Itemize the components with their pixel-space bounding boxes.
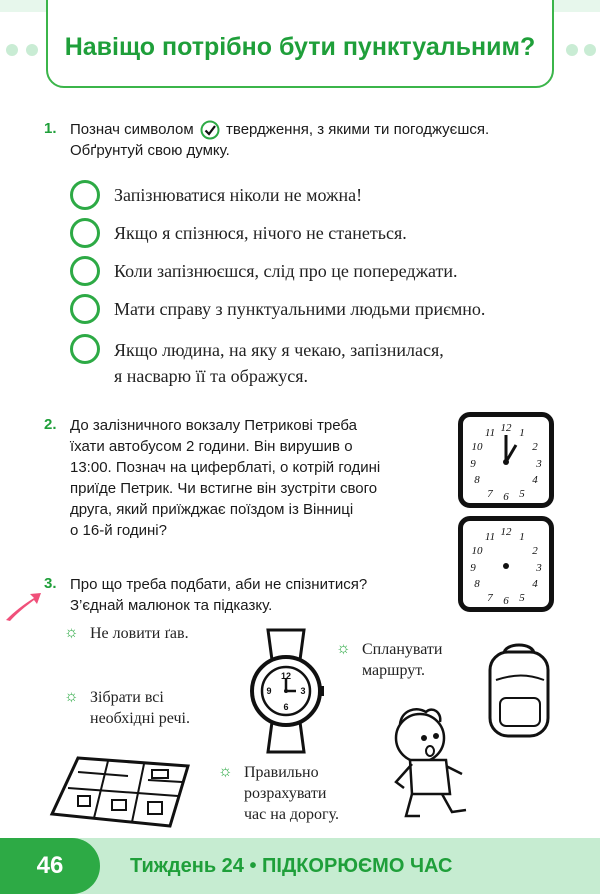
check-circle-icon — [200, 120, 220, 140]
option-text-3: Коли запізнюєшся, слід про це попереджати. — [114, 261, 458, 281]
option-checkbox-4[interactable] — [70, 294, 100, 324]
task2-text — [70, 415, 440, 541]
task1-text-before: Познач символом — [70, 121, 194, 138]
option-text-5b: я насварю її та ображуся. — [114, 366, 309, 386]
clock-num: 9 — [470, 458, 476, 470]
clock-num: 2 — [532, 545, 538, 557]
clock-num: 8 — [474, 578, 480, 590]
clock-num: 6 — [503, 491, 509, 503]
option-checkbox-3[interactable] — [70, 256, 100, 286]
hint-calc-time-b[interactable]: розрахувати — [244, 785, 327, 802]
clock-num: 11 — [484, 531, 496, 543]
watch-num: 6 — [283, 702, 289, 712]
clock-face-answer[interactable] — [458, 516, 554, 612]
hint-plan-route-a[interactable]: Спланувати — [362, 641, 443, 658]
clock-num: 1 — [519, 531, 525, 543]
clock-num: 1 — [519, 427, 525, 439]
task2-line: друга, який приїжджає поїздом із Вінниці — [70, 501, 354, 518]
task1-text-after: твердження, з якими ти погоджуєшся. — [226, 121, 490, 138]
sun-icon: ☼ — [64, 624, 79, 641]
backpack-picture[interactable] — [484, 640, 554, 745]
option-checkbox-1[interactable] — [70, 180, 100, 210]
clock-num: 7 — [487, 592, 493, 604]
clock-num: 5 — [519, 488, 525, 500]
hint-pack-things-b[interactable]: необхідні речі. — [90, 710, 190, 727]
clock-num: 2 — [532, 441, 538, 453]
option-text-5a: Якщо людина, на яку я чекаю, запізнилася, — [114, 340, 444, 360]
clock-num: 12 — [500, 526, 512, 538]
clock-face-start — [458, 412, 554, 508]
pink-arrow-icon — [4, 590, 42, 627]
task2-line: о 16-й годині? — [70, 522, 167, 539]
watch-num: 12 — [280, 671, 292, 681]
task3-line1: Про що треба подбати, аби не спізнитися? — [70, 576, 368, 593]
clock-num: 4 — [532, 578, 538, 590]
task3-number: 3. — [44, 575, 57, 592]
hint-pack-things-a[interactable]: Зібрати всі — [90, 689, 164, 706]
clock-num: 9 — [470, 562, 476, 574]
page-number: 46 — [0, 838, 100, 894]
task1-instruction — [70, 119, 590, 140]
clock-num: 5 — [519, 592, 525, 604]
hint-plan-route-b[interactable]: маршрут. — [362, 662, 426, 679]
clock-num: 3 — [536, 458, 542, 470]
clock-num: 4 — [532, 474, 538, 486]
watch-num: 9 — [266, 686, 272, 696]
footer-title: Тиждень 24 • ПІДКОРЮЄМО ЧАС — [130, 855, 453, 877]
hint-dont-daydream[interactable]: Не ловити ґав. — [90, 625, 189, 642]
page-title: Навіщо потрібно бути пунктуальним? — [64, 33, 536, 61]
task1-number: 1. — [44, 120, 57, 137]
clock-num: 6 — [503, 595, 509, 607]
sun-icon: ☼ — [64, 688, 79, 705]
clock-num: 3 — [536, 562, 542, 574]
clock-num: 12 — [500, 422, 512, 434]
wristwatch-picture[interactable] — [246, 626, 326, 761]
sun-icon: ☼ — [218, 763, 233, 780]
option-text-1: Запізнюватися ніколи не можна! — [114, 185, 363, 205]
task1-line2: Обґрунтуй свою думку. — [70, 142, 230, 159]
hint-calc-time-a[interactable]: Правильно — [244, 764, 319, 781]
clock-num: 10 — [471, 545, 483, 557]
watch-num: 3 — [300, 686, 306, 696]
task3-line2: З’єднай малюнок та підказку. — [70, 597, 273, 614]
task2-line: 13:00. Познач на циферблаті, о котрій годині — [70, 459, 381, 476]
option-checkbox-5[interactable] — [70, 334, 100, 364]
sun-icon: ☼ — [336, 640, 351, 657]
option-checkbox-2[interactable] — [70, 218, 100, 248]
city-map-picture[interactable] — [48, 752, 198, 837]
clock-num: 11 — [484, 427, 496, 439]
task2-line: приїде Петрик. Чи встигне він зустріти свого — [70, 480, 378, 497]
clock-num: 8 — [474, 474, 480, 486]
task2-number: 2. — [44, 416, 57, 433]
hint-calc-time-c[interactable]: час на дорогу. — [244, 806, 340, 823]
option-text-2: Якщо я спізнюся, нічого не станеться. — [114, 223, 407, 243]
task2-line: До залізничного вокзалу Петрикові треба — [70, 417, 358, 434]
clock-num: 7 — [487, 488, 493, 500]
clock-num: 10 — [471, 441, 483, 453]
boy-thinking-picture[interactable] — [386, 704, 476, 829]
option-text-4: Мати справу з пунктуальними людьми приємно. — [114, 299, 486, 319]
task2-line: їхати автобусом 2 години. Він вирушив о — [70, 438, 353, 455]
